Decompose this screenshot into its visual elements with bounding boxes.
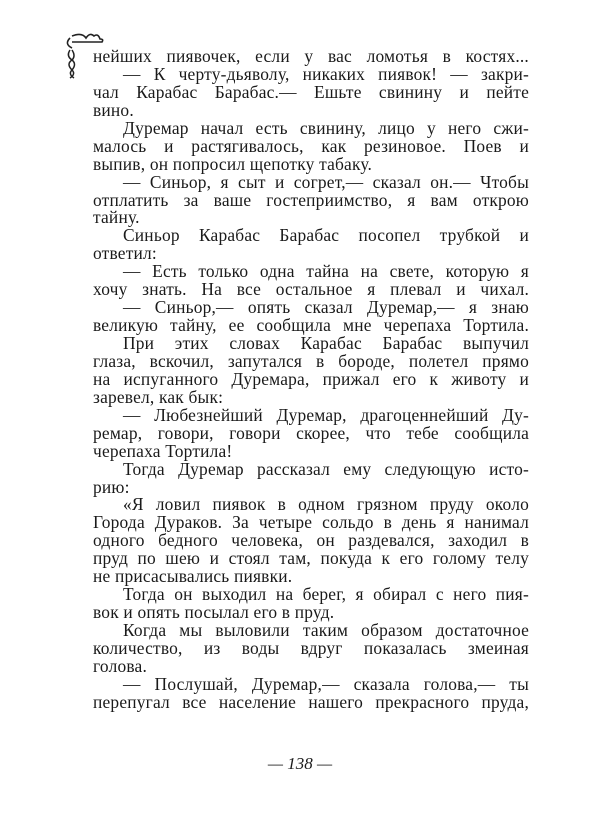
text-line: ремар, говори, говори скорее, что тебе сообщила [93,422,529,443]
text-line: ответил: [93,243,157,264]
text-line: одного бедного человека, он раздевался, заходил в [93,530,529,551]
text-line: количество, из воды вдруг показалась змеиная [93,637,529,658]
text-line: нейших пиявочек, если у вас ломотья в костях... [93,46,529,66]
text-line: великую тайну, ее сообщила мне черепаха Тортила. [93,315,529,336]
text-line: Тогда Дуремар рассказал ему следующую исто- [123,458,529,479]
text-line: голова. [93,655,147,676]
text-line: пруд по шею и стоял там, покуда к его голому телу [93,548,529,569]
text-line: глаза, вскочил, запутался в бороде, полетел прямо [93,350,529,371]
text-line: — Синьор,— опять сказал Дуремар,— я знаю [123,297,529,318]
text-line: отплатить за ваше гостеприимство, я вам открою [93,189,529,210]
text-line: — Любезнейший Дуремар, драгоценнейший Ду- [123,404,529,425]
text-line: — Послушай, Дуремар,— сказала голова,— ты [123,673,529,694]
text-line: хочу знать. На все остальное я плевал и чихал. [93,279,529,300]
text-line: — К черту-дьяволу, никаких пиявок! — закри- [123,63,529,84]
text-line: тайну. [93,207,140,228]
text-line: При этих словах Карабас Барабас выпучил [123,333,529,353]
text-line: заревел, как бык: [93,386,224,407]
text-line: малось и растягивалось, как резиновое. Поев и [93,135,529,156]
text-line: чал Карабас Барабас.— Ешьте свинину и пейте [93,81,529,102]
text-line: не присасывались пиявки. [93,566,293,587]
text-line: «Я ловил пиявок в одном грязном пруду около [123,494,529,515]
text-line: Дуремар начал есть свинину, лицо у него сжи- [123,117,529,138]
text-line: — Синьор, я сыт и согрет,— сказал он.— Чтобы [123,171,529,192]
text-line: рию: [93,476,130,497]
text-line: черепаха Тортила! [93,440,233,461]
text-line: Тогда он выходил на берег, я обирал с него пия- [123,584,529,605]
text-line: Когда мы выловили таким образом достаточное [123,620,529,640]
text-line: на испуганного Дуремара, прижал его к животу и [93,368,529,389]
page-body-text [93,48,529,712]
text-line: перепугал все население нашего прекрасного пруда, [93,691,529,712]
text-line: — Есть только одна тайна на свете, которую я [123,261,529,282]
text-line: Города Дураков. За четыре сольдо в день я нанимал [93,512,529,533]
text-line: вок и опять посылал его в пруд. [93,602,335,623]
text-line: Синьор Карабас Барабас посопел трубкой и [123,225,529,246]
text-line: вино. [93,99,134,120]
text-line: выпив, он попросил щепотку табаку. [93,153,373,174]
page-number: — 138 — [267,754,333,773]
